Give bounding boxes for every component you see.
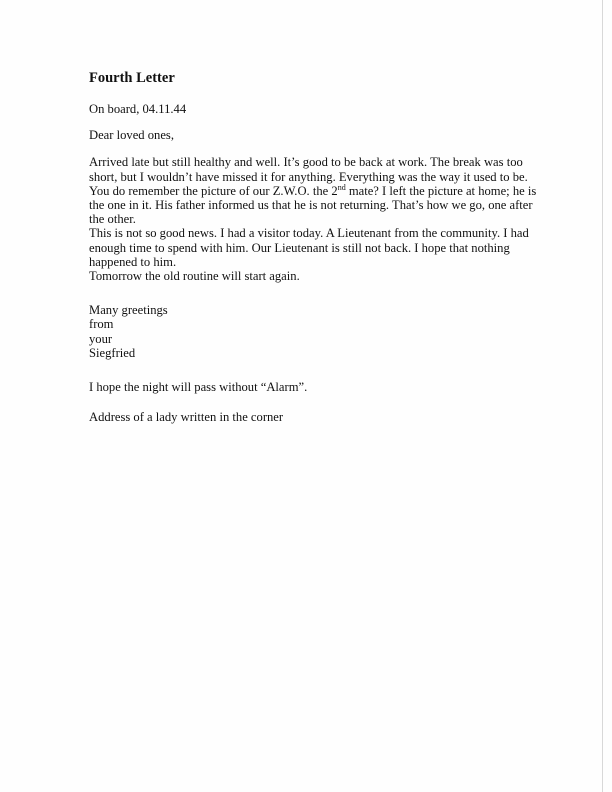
letter-title: Fourth Letter <box>89 70 175 86</box>
closing <box>89 303 564 360</box>
body-line-3-start: You do remember the picture of our Z.W.O. the 2 <box>89 183 338 198</box>
body-line-1: Arrived late but still healthy and well. It’s good to be back at work. The break was too <box>89 155 523 170</box>
postscript: I hope the night will pass without “Alarm”. <box>89 380 308 395</box>
scan-edge-line <box>602 0 603 792</box>
body-line-3-end: mate? I left the picture at home; he is <box>345 183 537 198</box>
body-line-2: short, but I wouldn’t have missed it for anything. Everything was the way it used to be. <box>89 169 528 184</box>
translator-note: Address of a lady written in the corner <box>89 410 284 425</box>
closing-line-3: your <box>89 331 113 346</box>
letter-content <box>89 70 564 436</box>
salutation: Dear loved ones, <box>89 128 174 143</box>
body-line-6: This is not so good news. I had a visitor today. A Lieutenant from the community. I had <box>89 226 529 241</box>
body-line-7: enough time to spend with him. Our Lieutenant is still not back. I hope that nothing <box>89 240 510 255</box>
body-line-5: the other. <box>89 212 136 227</box>
signature-name: Siegfried <box>89 345 136 360</box>
ordinal-superscript: nd <box>337 182 346 192</box>
body-line-8: happened to him. <box>89 254 177 269</box>
body-line-3 <box>89 184 564 198</box>
closing-line-2: from <box>89 317 114 332</box>
body-line-9: Tomorrow the old routine will start again. <box>89 269 300 284</box>
letter-body <box>89 155 564 283</box>
closing-line-1: Many greetings <box>89 303 168 318</box>
body-line-4: the one in it. His father informed us that he is not returning. That’s how we go, one after <box>89 198 533 213</box>
place-date: On board, 04.11.44 <box>89 102 187 116</box>
